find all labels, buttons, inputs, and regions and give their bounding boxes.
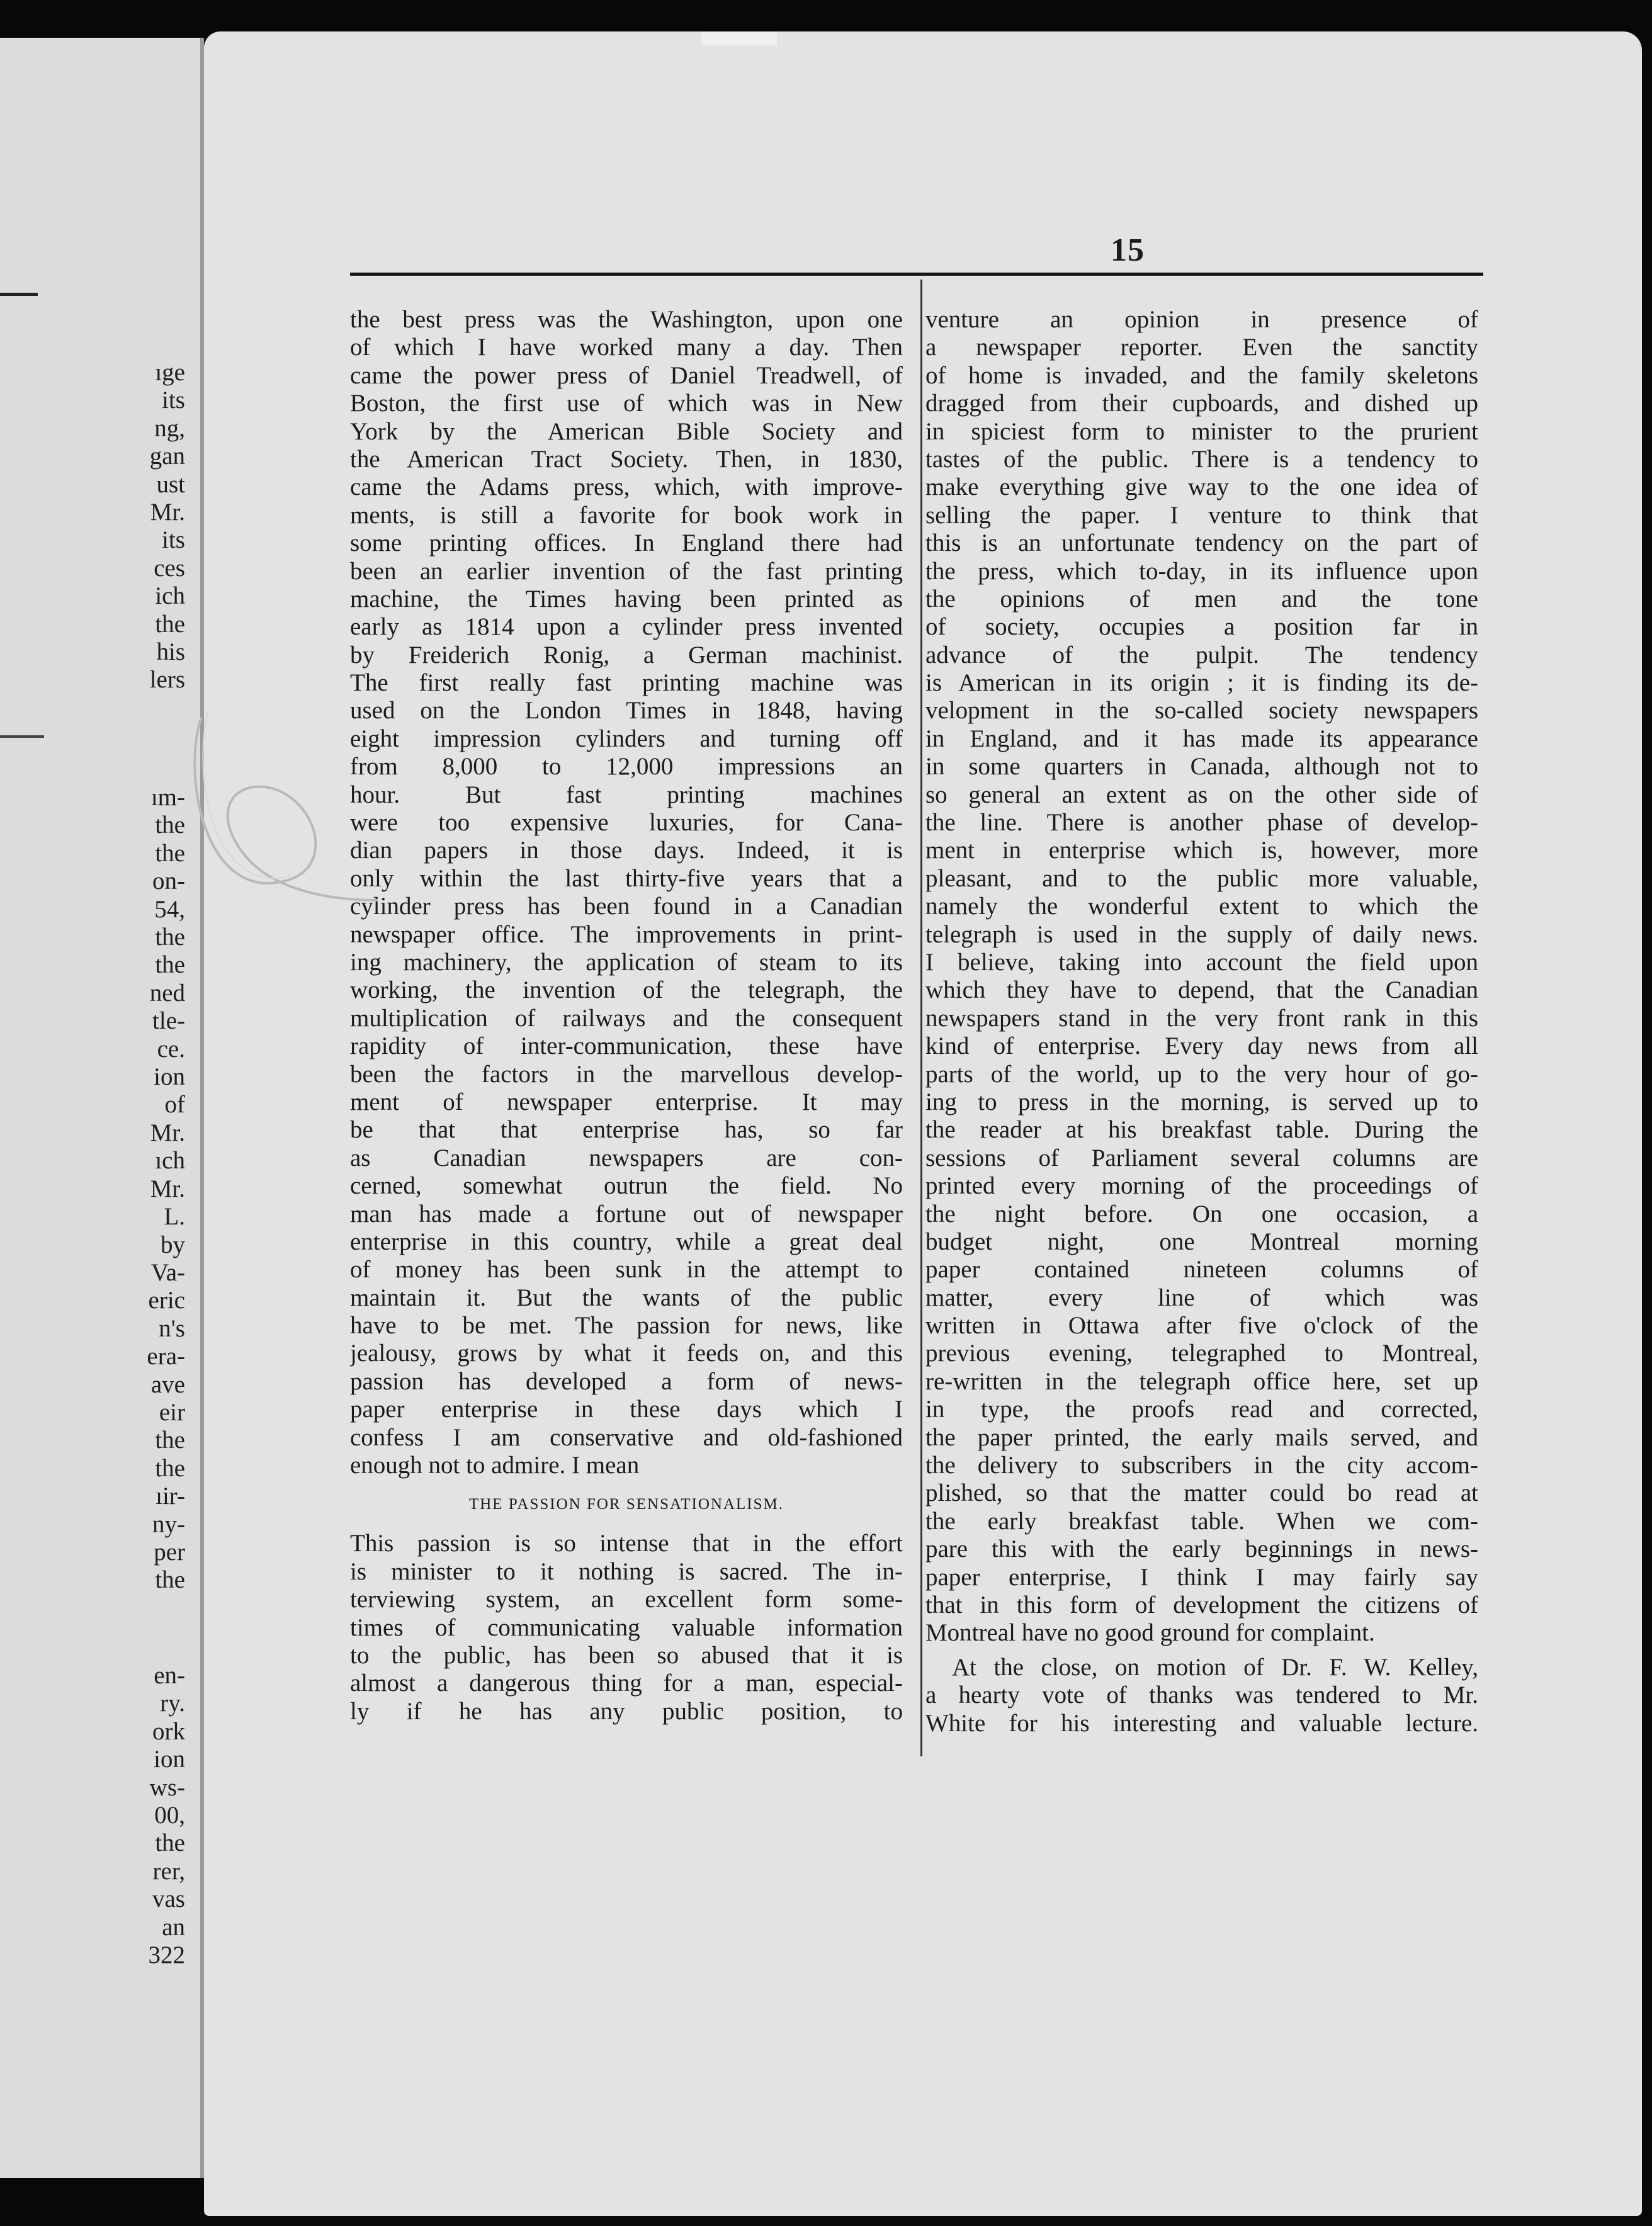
text-line: of society, occupies a position far in xyxy=(925,613,1478,641)
text-line: matter, every line of which was xyxy=(925,1284,1478,1311)
text-line: previous evening, telegraphed to Montreal, xyxy=(925,1340,1478,1367)
text-line: Boston, the first use of which was in New xyxy=(350,390,903,417)
text-line: Montreal have no good ground for complaint. xyxy=(925,1619,1375,1647)
text-line: so general an extent as on the other side of xyxy=(925,781,1478,808)
binding-thread xyxy=(189,692,390,957)
text-line: times of communicating valuable information xyxy=(350,1613,903,1641)
text-line: ment of newspaper enterprise. It may xyxy=(350,1088,903,1116)
text-line: a newspaper reporter. Even the sanctity xyxy=(925,334,1478,361)
text-line: the delivery to subscribers in the city accom- xyxy=(925,1452,1478,1479)
previous-page-fragment: ıge xyxy=(155,359,185,386)
text-line: only within the last thirty-five years that a xyxy=(350,864,903,892)
previous-page-fragment: an xyxy=(162,1913,185,1941)
text-line: used on the London Times in 1848, having xyxy=(350,697,903,725)
previous-page-fragment: ion xyxy=(154,1063,185,1091)
text-line: tastes of the public. There is a tendency to xyxy=(925,445,1478,473)
text-line: parts of the world, up to the very hour of go- xyxy=(925,1060,1478,1088)
text-line: in some quarters in Canada, although not to xyxy=(925,753,1478,781)
text-line: man has made a fortune out of newspaper xyxy=(350,1200,903,1228)
text-line: the opinions of men and the tone xyxy=(925,585,1478,613)
text-line: namely the wonderful extent to which the xyxy=(925,893,1478,920)
previous-page-fragment: eir xyxy=(159,1398,185,1426)
left-column xyxy=(350,306,903,1726)
previous-page-fragment: the xyxy=(155,1454,185,1482)
text-line: dragged from their cupboards, and dished up xyxy=(925,390,1478,417)
text-line: At the close, on motion of Dr. F. W. Kelley, xyxy=(952,1653,1478,1681)
previous-page-rule xyxy=(0,735,44,738)
previous-page-fragment: its xyxy=(162,387,185,414)
text-line: the line. There is another phase of develop- xyxy=(925,809,1478,837)
text-line: be that that enterprise has, so far xyxy=(350,1116,903,1144)
previous-page-fragment: rer, xyxy=(152,1857,185,1885)
text-line: by Freiderich Ronig, a German machinist. xyxy=(350,641,903,669)
text-line: pleasant, and to the public more valuable, xyxy=(925,864,1478,892)
text-line: sessions of Parliament several columns are xyxy=(925,1144,1478,1172)
previous-page-fragment: n's xyxy=(159,1314,185,1342)
text-line: selling the paper. I venture to think that xyxy=(925,501,1478,529)
text-line: the press, which to-day, in its influence upon xyxy=(925,557,1478,585)
previous-page-fragment: Mr. xyxy=(150,499,185,526)
text-line: printed every morning of the proceedings of xyxy=(925,1172,1478,1200)
previous-page-fragment: ry. xyxy=(160,1690,185,1717)
text-line: the night before. On one occasion, a xyxy=(925,1200,1478,1228)
previous-page-fragment: Mr. xyxy=(150,1175,185,1202)
text-line: that in this form of development the citizens of xyxy=(925,1591,1478,1619)
text-line: were too expensive luxuries, for Cana- xyxy=(350,809,903,837)
previous-page-fragment: Va- xyxy=(150,1258,185,1286)
text-line: kind of enterprise. Every day news from all xyxy=(925,1032,1478,1060)
text-line: budget night, one Montreal morning xyxy=(925,1228,1478,1255)
previous-page-fragment: on- xyxy=(152,867,185,895)
text-line: ing to press in the morning, is served up to xyxy=(925,1088,1478,1116)
previous-page-fragment: ave xyxy=(150,1370,185,1398)
text-line: from 8,000 to 12,000 impressions an xyxy=(350,753,903,781)
text-line: the best press was the Washington, upon one xyxy=(350,306,903,333)
previous-page-fragment: ng, xyxy=(154,414,185,442)
text-line: paper enterprise in these days which I xyxy=(350,1396,903,1423)
previous-page-fragment: the xyxy=(155,839,185,867)
text-line: came the power press of Daniel Treadwell, of xyxy=(350,361,903,389)
text-line: which they have to depend, that the Canadian xyxy=(925,976,1478,1004)
text-line: in spiciest form to minister to the prurient xyxy=(925,417,1478,445)
page-torn-edge xyxy=(701,31,777,45)
previous-page-fragment: per xyxy=(154,1538,185,1566)
text-line: dian papers in those days. Indeed, it is xyxy=(350,837,903,864)
previous-page-fragment: of xyxy=(164,1091,185,1119)
previous-page-fragment: ned xyxy=(149,979,185,1007)
text-line: jealousy, grows by what it feeds on, and this xyxy=(350,1340,903,1367)
text-line: rapidity of inter-communication, these have xyxy=(350,1032,903,1060)
previous-page-fragment: 00, xyxy=(154,1802,185,1829)
previous-page-fragment: ıir- xyxy=(156,1483,185,1510)
text-line: in type, the proofs read and corrected, xyxy=(925,1396,1478,1423)
previous-page-fragment: eric xyxy=(148,1287,185,1314)
previous-page-fragment: the xyxy=(155,1829,185,1857)
previous-page-fragment: ny- xyxy=(152,1510,185,1538)
text-line: newspaper office. The improvements in print- xyxy=(350,920,903,948)
text-line: the American Tract Society. Then, in 1830, xyxy=(350,445,903,473)
text-line: written in Ottawa after five o'clock of the xyxy=(925,1312,1478,1340)
previous-page-fragment: ion xyxy=(154,1746,185,1773)
previous-page-fragment: lers xyxy=(149,666,185,694)
text-line: eight impression cylinders and turning off xyxy=(350,725,903,752)
text-line: of home is invaded, and the family skeletons xyxy=(925,361,1478,389)
text-line: paper enterprise, I think I may fairly say xyxy=(925,1563,1478,1591)
text-line: some printing offices. In England there had xyxy=(350,529,903,557)
text-line: cerned, somewhat outrun the field. No xyxy=(350,1172,903,1200)
previous-page-fragment: 54, xyxy=(154,895,185,923)
text-line: ment in enterprise which is, however, more xyxy=(925,837,1478,864)
text-line: cylinder press has been found in a Canadian xyxy=(350,893,903,920)
text-line: make everything give way to the one idea of xyxy=(925,473,1478,501)
text-line: pare this with the early beginnings in news- xyxy=(925,1535,1478,1563)
page-number: 15 xyxy=(1111,232,1145,268)
previous-page-fragment: its xyxy=(162,526,185,554)
previous-page-fragment: era- xyxy=(147,1343,185,1370)
previous-page-fragment: the xyxy=(155,1566,185,1594)
previous-page-fragment: gan xyxy=(149,443,185,470)
text-line: is minister to it nothing is sacred. The in- xyxy=(350,1557,903,1585)
text-line: terviewing system, an excellent form some- xyxy=(350,1586,903,1613)
text-line: have to be met. The passion for news, like xyxy=(350,1312,903,1340)
text-line: I believe, taking into account the field upon xyxy=(925,948,1478,976)
text-line: This passion is so intense that in the effort xyxy=(350,1530,903,1557)
text-line: ing machinery, the application of steam to its xyxy=(350,948,903,976)
previous-page-fragment: by xyxy=(161,1231,185,1258)
text-line: a hearty vote of thanks was tendered to Mr. xyxy=(925,1681,1478,1709)
text-line: almost a dangerous thing for a man, especial- xyxy=(350,1670,903,1697)
previous-page-fragment: 322 xyxy=(148,1941,185,1969)
text-line: multiplication of railways and the consequent xyxy=(350,1004,903,1032)
text-line: passion has developed a form of news- xyxy=(350,1367,903,1395)
previous-page-fragment: vas xyxy=(152,1885,185,1913)
text-line: in England, and it has made its appearance xyxy=(925,725,1478,752)
previous-page-fragment: ork xyxy=(152,1717,185,1745)
text-line: the paper printed, the early mails served, and xyxy=(925,1423,1478,1451)
text-line: White for his interesting and valuable lecture. xyxy=(925,1709,1478,1737)
previous-page-fragment: L. xyxy=(164,1203,185,1231)
text-line: re-written in the telegraph office here, set up xyxy=(925,1367,1478,1395)
text-line: paper contained nineteen columns of xyxy=(925,1256,1478,1284)
previous-page-text-block xyxy=(149,1662,186,1969)
previous-page-text-block xyxy=(147,784,185,1595)
text-line: enough not to admire. I mean xyxy=(350,1452,640,1479)
text-line: telegraph is used in the supply of daily news. xyxy=(925,920,1478,948)
text-line: been the factors in the marvellous develop- xyxy=(350,1060,903,1088)
text-line: came the Adams press, which, with improve- xyxy=(350,473,903,501)
previous-page-fragment: the xyxy=(155,924,185,951)
text-line: this is an unfortunate tendency on the part of xyxy=(925,529,1478,557)
previous-page-fragment: ich xyxy=(155,582,185,610)
previous-page-fragment: the xyxy=(155,1427,185,1454)
column-divider xyxy=(920,280,922,1756)
text-line: velopment in the so-called society newspapers xyxy=(925,697,1478,725)
text-line: of money has been sunk in the attempt to xyxy=(350,1256,903,1284)
previous-page-fragment: the xyxy=(155,610,185,638)
text-line: is American in its origin ; it is finding its de- xyxy=(925,669,1478,697)
text-line: been an earlier invention of the fast printing xyxy=(350,557,903,585)
text-line: machine, the Times having been printed as xyxy=(350,585,903,613)
text-line: advance of the pulpit. The tendency xyxy=(925,641,1478,669)
text-line: early as 1814 upon a cylinder press invented xyxy=(350,613,903,641)
text-line: ly if he has any public position, to xyxy=(350,1697,903,1725)
text-line: the reader at his breakfast table. During the xyxy=(925,1116,1478,1144)
previous-page-fragment: ust xyxy=(156,470,185,498)
previous-page-text-block xyxy=(150,359,185,694)
previous-page-fragment: ces xyxy=(154,554,185,582)
text-line: of which I have worked many a day. Then xyxy=(350,334,903,361)
right-column xyxy=(925,306,1478,1737)
previous-page xyxy=(0,38,204,2178)
previous-page-fragment: ıch xyxy=(155,1147,185,1175)
text-line: enterprise in this country, while a great deal xyxy=(350,1228,903,1255)
text-line: the early breakfast table. When we com- xyxy=(925,1507,1478,1535)
previous-page-fragment: ws- xyxy=(149,1773,185,1801)
previous-page-fragment: ım- xyxy=(150,784,185,811)
previous-page-fragment: the xyxy=(155,811,185,839)
text-line: as Canadian newspapers are con- xyxy=(350,1144,903,1172)
previous-page-fragment: ce. xyxy=(157,1035,185,1063)
previous-page-fragment: Mr. xyxy=(150,1119,185,1146)
text-line: confess I am conservative and old-fashioned xyxy=(350,1423,903,1451)
text-line: working, the invention of the telegraph, the xyxy=(350,976,903,1004)
text-line: hour. But fast printing machines xyxy=(350,781,903,808)
header-rule xyxy=(350,273,1483,276)
text-line: maintain it. But the wants of the public xyxy=(350,1284,903,1311)
text-line: venture an opinion in presence of xyxy=(925,306,1478,333)
previous-page-fragment: his xyxy=(156,638,185,666)
text-line: York by the American Bible Society and xyxy=(350,417,903,445)
text-line: newspapers stand in the very front rank in this xyxy=(925,1004,1478,1032)
text-line: to the public, has been so abused that it is xyxy=(350,1641,903,1669)
previous-page-rule xyxy=(0,293,38,296)
paragraph-gap xyxy=(925,1647,1478,1654)
text-line: ments, is still a favorite for book work in xyxy=(350,501,903,529)
previous-page-fragment: the xyxy=(155,951,185,979)
previous-page-fragment: tle- xyxy=(152,1007,185,1035)
previous-page-fragment: en- xyxy=(154,1662,185,1689)
text-line: The first really fast printing machine was xyxy=(350,669,903,697)
text-line: plished, so that the matter could bo read at xyxy=(925,1479,1478,1507)
section-heading: THE PASSION FOR SENSATIONALISM. xyxy=(468,1496,784,1513)
